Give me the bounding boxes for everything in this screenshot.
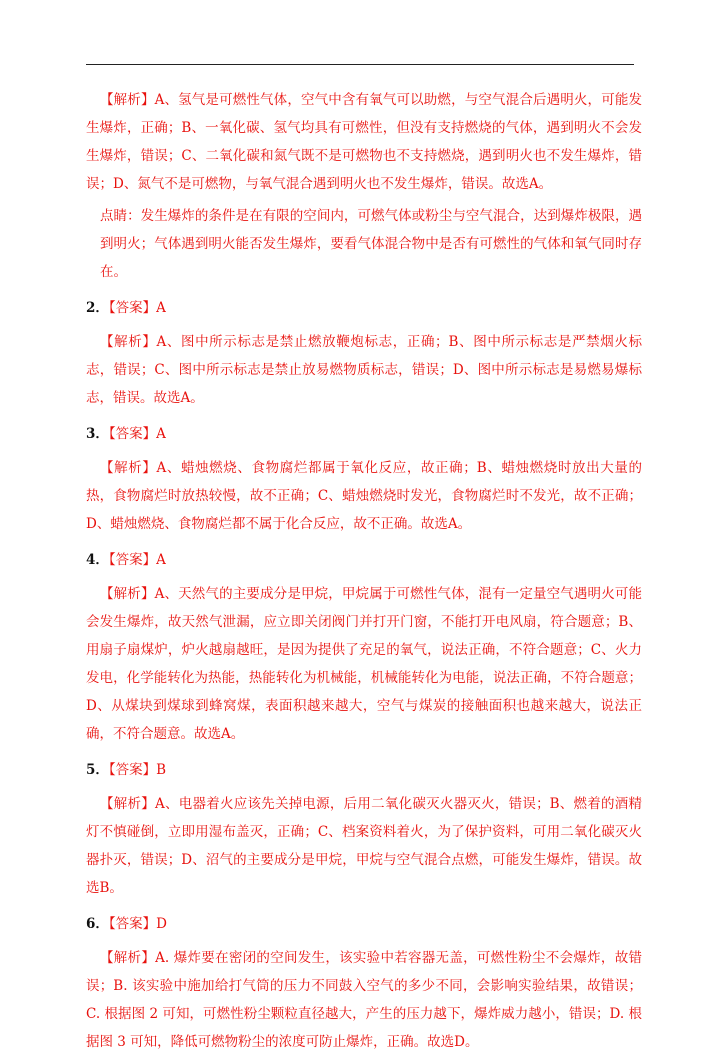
- answer-label: 【答案】A: [108, 552, 166, 568]
- header-rule: [86, 64, 634, 65]
- note-paragraph-1: 点睛：发生爆炸的条件是在有限的空间内，可燃气体或粉尘与空气混合，达到爆炸极限，遇到明火；气体遇到明火能否发生爆炸，要看气体混合物中是否有可燃性的气体和氧气同时存在。: [100, 208, 642, 280]
- analysis-paragraph-3: 【解析】A、蜡烛燃烧、食物腐烂都属于氧化反应，故正确；B、蜡烛燃烧时放出大量的热，食物腐烂时放热较慢，故不正确；C、蜡烛燃烧时发光，食物腐烂时不发光，故不正确；D、蜡烛燃烧、食物腐烂都不属于化合反应，故不正确。故选A。: [86, 460, 642, 532]
- question-2-header: [86, 294, 642, 322]
- answer-label: 【答案】B: [108, 762, 167, 778]
- question-number: 5．: [86, 762, 109, 778]
- analysis-paragraph-5: 【解析】A、电器着火应该先关掉电源，后用二氧化碳灭火器灭火，错误；B、燃着的酒精灯不慎碰倒，立即用湿布盖灭，正确；C、档案资料着火，为了保护资料，可用二氧化碳灭火器扑灭，错误；D、沼气的主要成分是甲烷，甲烷与空气混合点燃，可能发生爆炸，错误。故选B。: [86, 796, 642, 896]
- question-6-header: [86, 910, 642, 938]
- question-number: 4．: [86, 552, 109, 568]
- answer-content: [86, 86, 642, 1056]
- answer-label: 【答案】A: [108, 300, 166, 316]
- question-number: 3．: [86, 426, 109, 442]
- question-number: 2．: [86, 300, 109, 316]
- question-number: 6．: [86, 916, 109, 932]
- question-4-header: [86, 546, 642, 574]
- answer-label: 【答案】D: [108, 916, 167, 932]
- answer-label: 【答案】A: [108, 426, 166, 442]
- analysis-paragraph-6: 【解析】A. 爆炸要在密闭的空间发生，该实验中若容器无盖，可燃性粉尘不会爆炸，故错误；B. 该实验中施加给打气筒的压力不同鼓入空气的多少不同，会影响实验结果，故错误；C. 根据图 2 可知，可燃性粉尘颗粒直径越大，产生的压力越下，爆炸威力越小，错误；D. 根据图 3 可知，降低可燃物粉尘的浓度可防止爆炸，正确。故选D。: [86, 950, 642, 1050]
- analysis-paragraph-2: 【解析】A、图中所示标志是禁止燃放鞭炮标志，正确；B、图中所示标志是严禁烟火标志，错误；C、图中所示标志是禁止放易燃物质标志，错误；D、图中所示标志是易燃易爆标志，错误。故选A。: [86, 334, 642, 406]
- analysis-paragraph-1: 【解析】A、氢气是可燃性气体，空气中含有氧气可以助燃，与空气混合后遇明火，可能发生爆炸，正确；B、一氧化碳、氢气均具有可燃性，但没有支持燃烧的气体，遇到明火不会发生爆炸，错误；C、二氧化碳和氮气既不是可燃物也不支持燃烧，遇到明火也不发生爆炸，错误；D、氮气不是可燃物，与氧气混合遇到明火也不发生爆炸，错误。故选A。: [86, 92, 642, 192]
- analysis-paragraph-4: 【解析】A、天然气的主要成分是甲烷，甲烷属于可燃性气体，混有一定量空气遇明火可能会发生爆炸，故天然气泄漏，应立即关闭阀门并打开门窗，不能打开电风扇，符合题意；B、用扇子扇煤炉，炉火越扇越旺，是因为提供了充足的氧气，说法正确，不符合题意；C、火力发电，化学能转化为热能，热能转化为机械能，机械能转化为电能，说法正确，不符合题意；D、从煤块到煤球到蜂窝煤，表面积越来越大，空气与煤炭的接触面积也越来越大，说法正确，不符合题意。故选A。: [86, 586, 642, 742]
- question-5-header: [86, 756, 642, 784]
- question-3-header: [86, 420, 642, 448]
